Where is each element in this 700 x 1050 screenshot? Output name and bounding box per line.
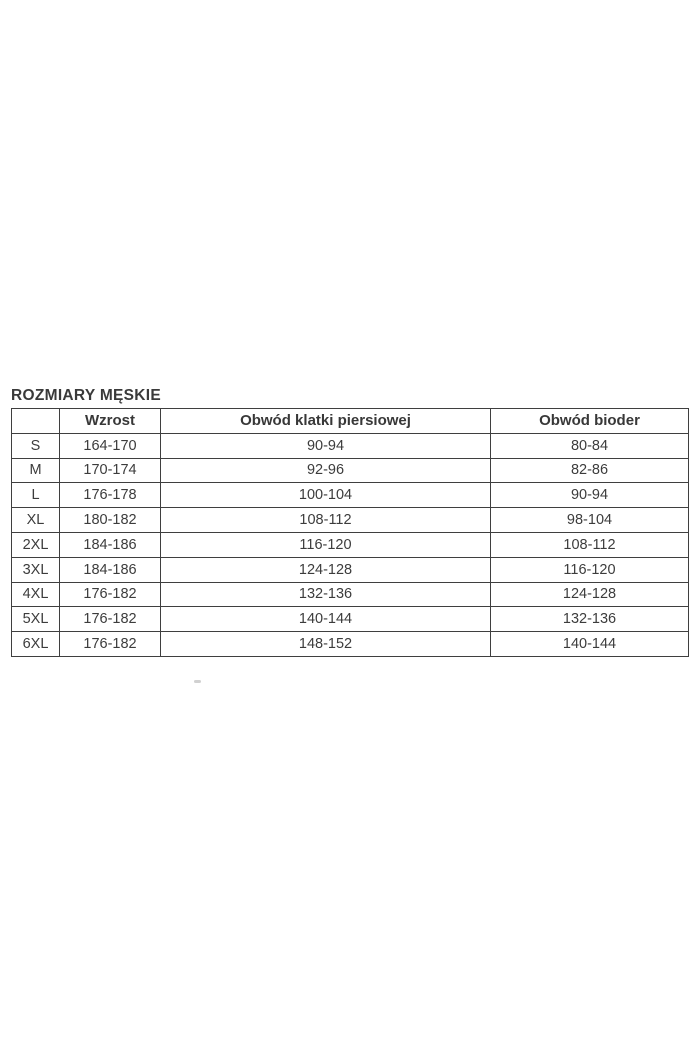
table-row bbox=[12, 508, 689, 533]
header-cell-hips: Obwód bioder bbox=[491, 409, 689, 434]
cell-size: 4XL bbox=[12, 582, 60, 607]
cell-size: 3XL bbox=[12, 557, 60, 582]
cell-size: L bbox=[12, 483, 60, 508]
cell-height: 184-186 bbox=[60, 532, 161, 557]
cell-height: 180-182 bbox=[60, 508, 161, 533]
cell-height: 170-174 bbox=[60, 458, 161, 483]
header-cell-size bbox=[12, 409, 60, 434]
cell-height: 164-170 bbox=[60, 433, 161, 458]
cell-size: 2XL bbox=[12, 532, 60, 557]
table-row bbox=[12, 607, 689, 632]
cell-chest: 108-112 bbox=[161, 508, 491, 533]
table-row bbox=[12, 557, 689, 582]
size-chart-title: ROZMIARY MĘSKIE bbox=[11, 387, 162, 404]
smudge-artifact bbox=[194, 680, 201, 683]
cell-hips: 80-84 bbox=[491, 433, 689, 458]
table-row bbox=[12, 433, 689, 458]
cell-chest: 90-94 bbox=[161, 433, 491, 458]
cell-chest: 140-144 bbox=[161, 607, 491, 632]
cell-hips: 98-104 bbox=[491, 508, 689, 533]
cell-chest: 148-152 bbox=[161, 632, 491, 657]
header-cell-height: Wzrost bbox=[60, 409, 161, 434]
cell-chest: 132-136 bbox=[161, 582, 491, 607]
table-row bbox=[12, 632, 689, 657]
cell-hips: 82-86 bbox=[491, 458, 689, 483]
cell-hips: 90-94 bbox=[491, 483, 689, 508]
table-header-row bbox=[12, 409, 689, 434]
table-row bbox=[12, 532, 689, 557]
cell-height: 176-182 bbox=[60, 632, 161, 657]
cell-hips: 116-120 bbox=[491, 557, 689, 582]
cell-size: S bbox=[12, 433, 60, 458]
cell-chest: 100-104 bbox=[161, 483, 491, 508]
cell-size: M bbox=[12, 458, 60, 483]
cell-hips: 140-144 bbox=[491, 632, 689, 657]
header-cell-chest: Obwód klatki piersiowej bbox=[161, 409, 491, 434]
cell-chest: 92-96 bbox=[161, 458, 491, 483]
cell-size: 5XL bbox=[12, 607, 60, 632]
table-row bbox=[12, 483, 689, 508]
cell-chest: 116-120 bbox=[161, 532, 491, 557]
cell-height: 184-186 bbox=[60, 557, 161, 582]
cell-height: 176-182 bbox=[60, 582, 161, 607]
table-row bbox=[12, 458, 689, 483]
size-chart-table bbox=[11, 408, 689, 657]
cell-hips: 124-128 bbox=[491, 582, 689, 607]
table-row bbox=[12, 582, 689, 607]
cell-height: 176-178 bbox=[60, 483, 161, 508]
cell-height: 176-182 bbox=[60, 607, 161, 632]
cell-hips: 132-136 bbox=[491, 607, 689, 632]
cell-size: XL bbox=[12, 508, 60, 533]
cell-size: 6XL bbox=[12, 632, 60, 657]
cell-hips: 108-112 bbox=[491, 532, 689, 557]
cell-chest: 124-128 bbox=[161, 557, 491, 582]
